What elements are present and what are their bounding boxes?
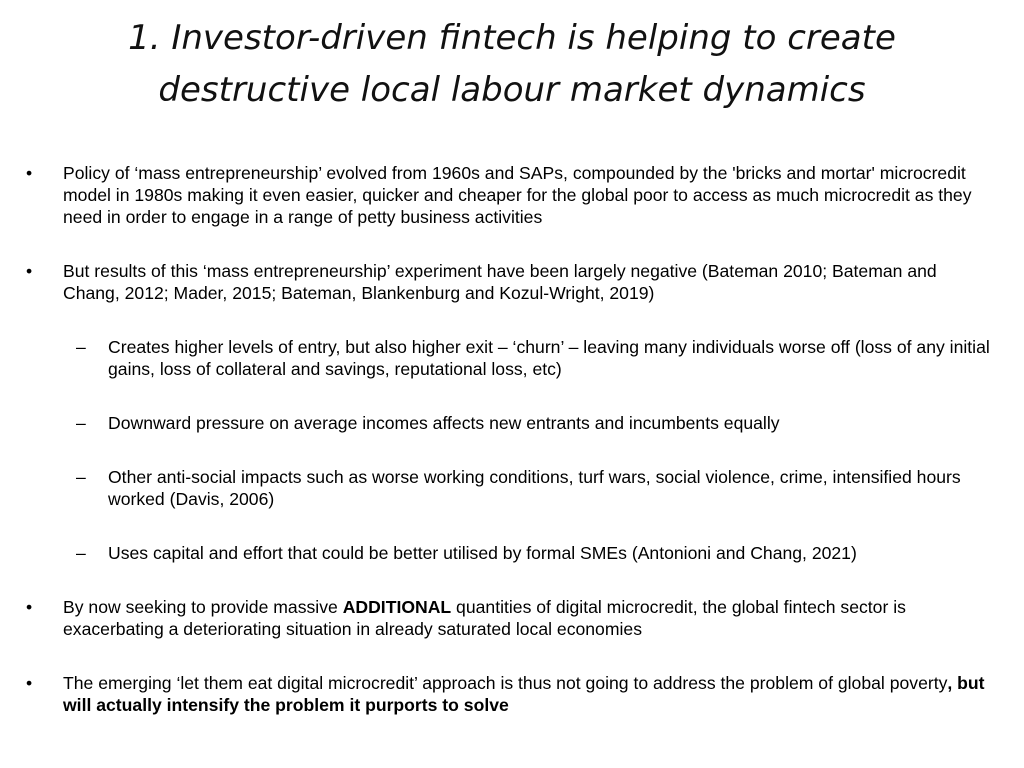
sub-bullet-item: [0, 412, 1024, 434]
bullet-text: But results of this ‘mass entrepreneurship’ experiment have been largely negative (Bateman 2010; Bateman and Chang, 2012; Mader, 2015; Bateman, Blankenburg and Kozul-Wright, 2019): [63, 261, 937, 303]
sub-bullet-text: Downward pressure on average incomes affects new entrants and incumbents equally: [108, 413, 780, 433]
dash-marker: –: [76, 337, 86, 357]
bullet-marker: •: [26, 261, 33, 281]
bullet-marker: •: [26, 673, 33, 693]
bullet-text-pre: By now seeking to provide massive: [63, 597, 343, 617]
sub-bullet-item: [0, 542, 1024, 564]
title-line-2: destructive local labour market dynamics: [158, 70, 866, 110]
sub-bullet-text: Uses capital and effort that could be better utilised by formal SMEs (Antonioni and Chang, 2021): [108, 543, 857, 563]
dash-marker: –: [76, 413, 86, 433]
sub-bullet-item: [0, 336, 1024, 380]
slide-body: [0, 162, 1024, 716]
slide-title: [40, 12, 984, 116]
dash-marker: –: [76, 543, 86, 563]
title-line-1: 1. Investor-driven fintech is helping to create: [128, 18, 896, 58]
sub-bullet-text: Other anti-social impacts such as worse working conditions, turf wars, social violence, crime, intensified hours worked (Davis, 2006): [108, 467, 961, 509]
bullet-text: Policy of ‘mass entrepreneurship’ evolved from 1960s and SAPs, compounded by the 'bricks and mortar' microcredit model in 1980s making it even easier, quicker and cheaper for the global poor to access as much microcredit as they need in order to engage in a range of petty business activities: [63, 163, 972, 227]
bullet-text-bold: ADDITIONAL: [342, 597, 452, 617]
dash-marker: –: [76, 467, 86, 487]
bullet-item: [0, 162, 1024, 228]
bullet-marker: •: [26, 597, 33, 617]
bullet-text-bold: , but will actually intensify the problem it purports to solve: [63, 673, 985, 715]
bullet-item: [0, 672, 1024, 716]
sub-bullet-text: Creates higher levels of entry, but also higher exit – ‘churn’ – leaving many individuals worse off (loss of any initial gains, loss of collateral and savings, reputational loss, etc): [108, 337, 990, 379]
bullet-text-post: quantities of digital microcredit, the global fintech sector is exacerbating a deteriorating situation in already saturated local economies: [63, 597, 906, 639]
bullet-item: [0, 260, 1024, 304]
bullet-item: [0, 596, 1024, 640]
bullet-text-pre: The emerging ‘let them eat digital microcredit’ approach is thus not going to address the problem of global poverty: [63, 673, 948, 693]
bullet-marker: •: [26, 163, 33, 183]
sub-bullet-item: [0, 466, 1024, 510]
